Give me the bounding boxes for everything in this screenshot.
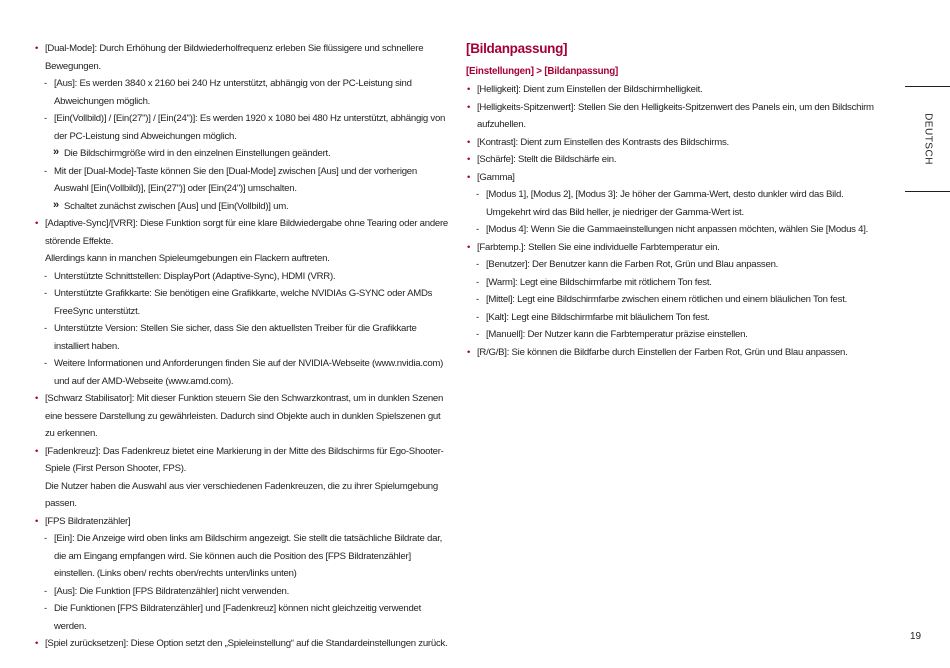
language-label: DEUTSCH (922, 113, 933, 165)
dash-subitem: - Unterstützte Version: Stellen Sie sicher, dass Sie den aktuellsten Treiber für die Grafikkarte installiert haben. (34, 320, 452, 355)
right-item-list (466, 81, 886, 361)
bullet-item: • [Kontrast]: Dient zum Einstellen des Kontrasts des Bildschirms. (466, 134, 886, 152)
dash-subitem: - Die Funktionen [FPS Bildratenzähler] und [Fadenkreuz] können nicht gleichzeitig verwendet werden. (34, 600, 452, 635)
dash-subitem: - [Manuell]: Der Nutzer kann die Farbtemperatur präzise einstellen. (466, 326, 886, 344)
bullet-item: • [Spiel zurücksetzen]: Diese Option setzt den „Spieleinstellung“ auf die Standardeinstellungen zurück. (34, 635, 452, 653)
bullet-item: • [Dual-Mode]: Durch Erhöhung der Bildwiederholfrequenz erleben Sie flüssigere und schnellere Bewegungen. (34, 40, 452, 75)
bullet-item: • [FPS Bildratenzähler] (34, 513, 452, 531)
dash-subitem: - [Aus]: Es werden 3840 x 2160 bei 240 Hz unterstützt, abhängig von der PC-Leistung sind Abweichungen möglich. (34, 75, 452, 110)
dash-subitem: - [Ein(Vollbild)] / [Ein(27")] / [Ein(24")]: Es werden 1920 x 1080 bei 480 Hz unterstützt, abhängig von der PC-Leistung sind Abweichungen möglich. (34, 110, 452, 145)
dash-subitem: - [Ein]: Die Anzeige wird oben links am Bildschirm angezeigt. Sie stellt die tatsächliche Bildrate dar, die am Eingang empfangen wird. Sie können auch die Position des [FPS Bildratenzähler] einstellen. (Links oben/ rechts oben/rechts unten/links unten) (34, 530, 452, 583)
section-heading: [Bildanpassung] (466, 41, 568, 56)
bullet-item: • [Helligkeit]: Dient zum Einstellen der Bildschirmhelligkeit. (466, 81, 886, 99)
dash-subitem: - [Warm]: Legt eine Bildschirmfarbe mit rötlichem Ton fest. (466, 274, 886, 292)
dash-subitem: - Unterstützte Grafikkarte: Sie benötigen eine Grafikkarte, welche NVIDIAs G-SYNC oder AMDs FreeSync unterstützt. (34, 285, 452, 320)
bullet-item: • [Schwarz Stabilisator]: Mit dieser Funktion steuern Sie den Schwarzkontrast, um in dunklen Szenen eine bessere Darstellung zu gewährleisten. Dadurch sind Objekte auch in dunklen Spielszenen gut zu erkennen. (34, 390, 452, 443)
bullet-item: • [Fadenkreuz]: Das Fadenkreuz bietet eine Markierung in der Mitte des Bildschirms für Ego-Shooter-Spiele (First Person Shooter, FPS). (34, 443, 452, 478)
language-tab (905, 86, 950, 192)
dash-subitem: - [Kalt]: Legt eine Bildschirmfarbe mit bläulichem Ton fest. (466, 309, 886, 327)
left-column (34, 40, 452, 653)
note-item: » Die Bildschirmgröße wird in den einzelnen Einstellungen geändert. (34, 145, 452, 163)
paragraph: Die Nutzer haben die Auswahl aus vier verschiedenen Fadenkreuzen, die zu ihrer Spielumgebung passen. (45, 480, 438, 509)
bullet-item: • [Schärfe]: Stellt die Bildschärfe ein. (466, 151, 886, 169)
bullet-item: • [R/G/B]: Sie können die Bildfarbe durch Einstellen der Farben Rot, Grün und Blau anpassen. (466, 344, 886, 362)
paragraph: Allerdings kann in manchen Spieleumgebungen ein Flackern auftreten. (45, 253, 330, 264)
bullet-item: • [Helligkeits-Spitzenwert]: Stellen Sie den Helligkeits-Spitzenwert des Panels ein, um den Bildschirm aufzuhellen. (466, 99, 886, 134)
bullet-item: • [Gamma] (466, 169, 886, 187)
page-number: 19 (910, 631, 922, 642)
dash-subitem: - Weitere Informationen und Anforderungen finden Sie auf der NVIDIA-Webseite (www.nvidia.com) und auf der AMD-Webseite (www.amd.com). (34, 355, 452, 390)
dash-subitem: - Unterstützte Schnittstellen: DisplayPort (Adaptive-Sync), HDMI (VRR). (34, 268, 452, 286)
dash-subitem: - [Modus 4]: Wenn Sie die Gammaeinstellungen nicht anpassen möchten, wählen Sie [Modus 4]. (466, 221, 886, 239)
dash-subitem: - Mit der [Dual-Mode]-Taste können Sie den [Dual-Mode] zwischen [Aus] und der vorherigen Auswahl [Ein(Vollbild)], [Ein(27")] oder [Ein(24")] umschalten. (34, 163, 452, 198)
dash-subitem: - [Aus]: Die Funktion [FPS Bildratenzähler] nicht verwenden. (34, 583, 452, 601)
dash-subitem: - [Modus 1], [Modus 2], [Modus 3]: Je höher der Gamma-Wert, desto dunkler wird das Bild. Umgekehrt wird das Bild heller, je niedriger der Gamma-Wert ist. (466, 186, 886, 221)
bullet-item: • [Adaptive-Sync]/[VRR]: Diese Funktion sorgt für eine klare Bildwiedergabe ohne Tearing oder andere störende Effekte. (34, 215, 452, 250)
note-item: » Schaltet zunächst zwischen [Aus] und [Ein(Vollbild)] um. (34, 198, 452, 216)
dash-subitem: - [Mittel]: Legt eine Bildschirmfarbe zwischen einem rötlichen und einem bläulichen Ton fest. (466, 291, 886, 309)
bullet-item: • [Farbtemp.]: Stellen Sie eine individuelle Farbtemperatur ein. (466, 239, 886, 257)
dash-subitem: - [Benutzer]: Der Benutzer kann die Farben Rot, Grün und Blau anpassen. (466, 256, 886, 274)
section-breadcrumb: [Einstellungen] > [Bildanpassung] (466, 66, 619, 77)
right-column (466, 40, 886, 361)
